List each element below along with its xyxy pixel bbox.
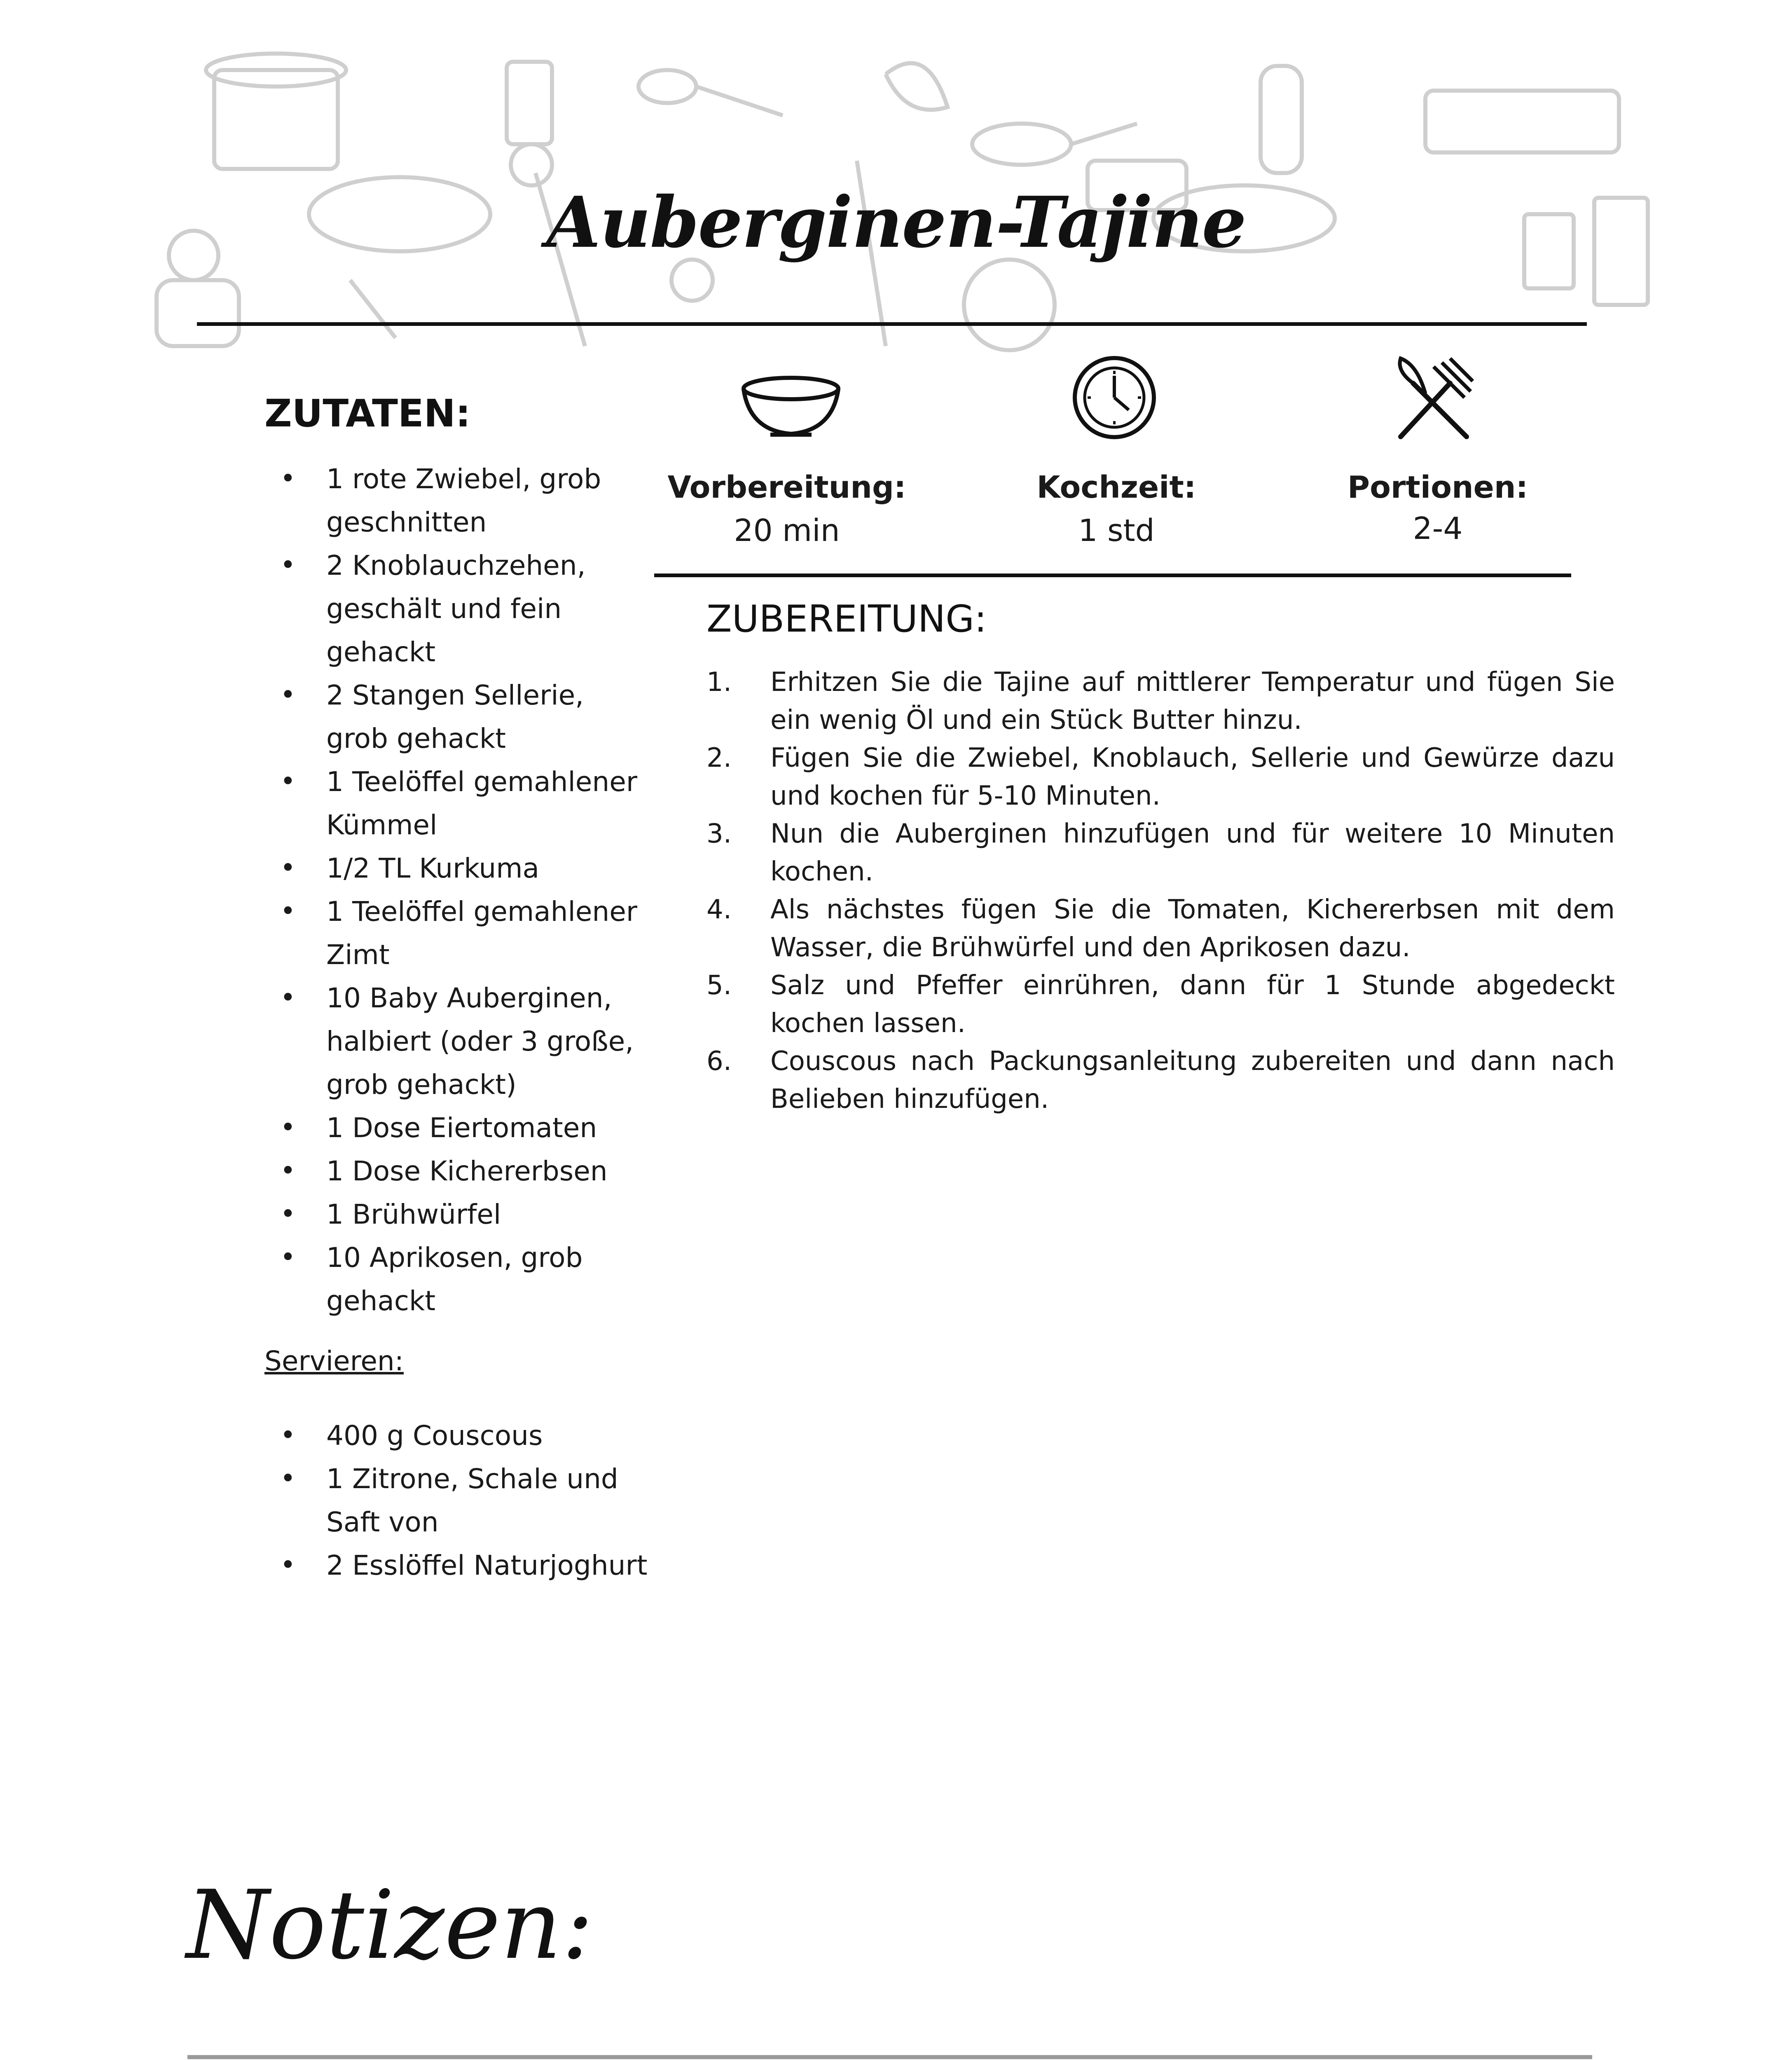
list-item: • 1 Teelöffel gemahlener Zimt (264, 890, 648, 976)
list-item (707, 967, 1615, 1042)
step-text: Salz und Pfeffer einrühren, dann für 1 Stunde abgedeckt kochen lassen. (770, 970, 1615, 1039)
title-divider (197, 322, 1587, 326)
step-number: 2. (707, 743, 732, 773)
notes-title: Notizen: (186, 1870, 594, 1980)
step-number: 5. (707, 970, 732, 1001)
note-line (187, 2055, 1592, 2059)
list-item: • 2 Esslöffel Naturjoghurt (264, 1544, 648, 1587)
cook-time-label: Kochzeit: (1036, 470, 1196, 505)
list-item: • 1/2 TL Kurkuma (264, 847, 648, 890)
serve-list (264, 1414, 648, 1587)
ingredients-heading: ZUTATEN: (264, 391, 471, 435)
serve-label: Servieren: (264, 1345, 404, 1377)
list-item: • 1 Teelöffel gemahlener Kümmel (264, 760, 648, 847)
list-item: • 1 Dose Eiertomaten (264, 1106, 648, 1149)
list-item (707, 663, 1615, 739)
stats-divider (654, 574, 1571, 577)
clock-icon (1071, 354, 1158, 441)
cook-time-value: 1 std (1078, 513, 1155, 548)
recipe-title: Auberginen-Tajine (546, 181, 1246, 264)
prep-time-label: Vorbereitung: (667, 470, 906, 505)
list-item: • 2 Stangen Sellerie, grob gehackt (264, 674, 648, 760)
ingredients-list (264, 457, 648, 1323)
step-number: 6. (707, 1046, 732, 1077)
list-item: • 1 Zitrone, Schale und Saft von (264, 1457, 648, 1544)
list-item: • 400 g Couscous (264, 1414, 648, 1457)
step-number: 3. (707, 819, 732, 849)
list-item: • 10 Aprikosen, grob gehackt (264, 1236, 648, 1323)
list-item (707, 1042, 1615, 1118)
list-item: • 1 Dose Kichererbsen (264, 1149, 648, 1193)
preparation-steps (707, 663, 1615, 1118)
servings-value: 2-4 (1413, 511, 1463, 546)
step-text: Nun die Auberginen hinzufügen und für weitere 10 Minuten kochen. (770, 819, 1615, 887)
fork-knife-icon (1388, 354, 1479, 445)
list-item: • 2 Knoblauchzehen, geschält und fein gehackt (264, 544, 648, 674)
step-text: Als nächstes fügen Sie die Tomaten, Kichererbsen mit dem Wasser, die Brühwürfel und den Aprikosen dazu. (770, 894, 1615, 963)
list-item (707, 815, 1615, 891)
step-number: 4. (707, 894, 732, 925)
prep-time-value: 20 min (734, 513, 840, 548)
servings-label: Portionen: (1347, 470, 1528, 505)
step-number: 1. (707, 667, 732, 698)
list-item: • 1 rote Zwiebel, grob geschnitten (264, 457, 648, 544)
step-text: Couscous nach Packungsanleitung zubereiten und dann nach Belieben hinzufügen. (770, 1046, 1615, 1114)
step-text: Fügen Sie die Zwiebel, Knoblauch, Sellerie und Gewürze dazu und kochen für 5-10 Minuten. (770, 743, 1615, 811)
bowl-icon (737, 373, 845, 439)
list-item (707, 891, 1615, 967)
step-text: Erhitzen Sie die Tajine auf mittlerer Temperatur und fügen Sie ein wenig Öl und ein Stück Butter hinzu. (770, 667, 1615, 735)
list-item: • 10 Baby Auberginen, halbiert (oder 3 große, grob gehackt) (264, 976, 648, 1106)
list-item (707, 739, 1615, 815)
list-item: • 1 Brühwürfel (264, 1193, 648, 1236)
preparation-heading: ZUBEREITUNG: (707, 597, 987, 641)
